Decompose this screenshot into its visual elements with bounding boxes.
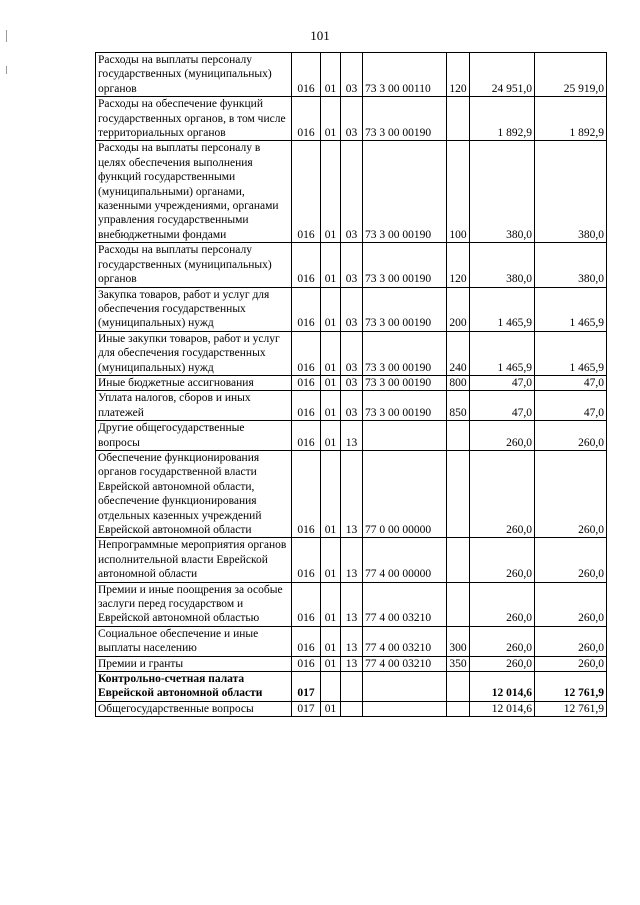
table-row bbox=[96, 421, 607, 451]
expense-type-cell bbox=[447, 538, 470, 582]
amount-year-2-cell: 1 892,9 bbox=[535, 97, 607, 141]
table-row bbox=[96, 626, 607, 656]
expense-type-cell bbox=[447, 582, 470, 626]
budget-table bbox=[95, 52, 607, 717]
item-name-cell: Расходы на обеспечение функций государственных органов, в том числе территориальных органов bbox=[96, 97, 292, 141]
target-article-cell: 73 3 00 00190 bbox=[363, 97, 447, 141]
ministry-code-cell: 016 bbox=[292, 243, 321, 287]
ministry-code-cell: 016 bbox=[292, 450, 321, 537]
target-article-cell: 73 3 00 00110 bbox=[363, 53, 447, 97]
amount-year-2-cell: 12 761,9 bbox=[535, 701, 607, 716]
subsection-code-cell: 13 bbox=[341, 421, 363, 451]
subsection-code-cell bbox=[341, 701, 363, 716]
section-code-cell: 01 bbox=[321, 287, 341, 331]
amount-year-1-cell: 260,0 bbox=[470, 626, 535, 656]
subsection-code-cell: 13 bbox=[341, 656, 363, 671]
ministry-code-cell: 017 bbox=[292, 672, 321, 702]
amount-year-1-cell: 260,0 bbox=[470, 421, 535, 451]
item-name-cell: Иные закупки товаров, работ и услуг для обеспечения государственных (муниципальных) нужд bbox=[96, 331, 292, 375]
subsection-code-cell: 03 bbox=[341, 375, 363, 390]
table-row bbox=[96, 701, 607, 716]
amount-year-2-cell: 260,0 bbox=[535, 538, 607, 582]
amount-year-1-cell: 47,0 bbox=[470, 375, 535, 390]
amount-year-1-cell: 260,0 bbox=[470, 656, 535, 671]
ministry-code-cell: 016 bbox=[292, 538, 321, 582]
table-row bbox=[96, 243, 607, 287]
subsection-code-cell: 03 bbox=[341, 391, 363, 421]
item-name-cell: Непрограммные мероприятия органов исполнительной власти Еврейской автономной области bbox=[96, 538, 292, 582]
subsection-code-cell: 03 bbox=[341, 287, 363, 331]
target-article-cell: 73 3 00 00190 bbox=[363, 243, 447, 287]
item-name-cell: Иные бюджетные ассигнования bbox=[96, 375, 292, 390]
amount-year-1-cell: 1 892,9 bbox=[470, 97, 535, 141]
expense-type-cell bbox=[447, 450, 470, 537]
target-article-cell: 77 4 00 00000 bbox=[363, 538, 447, 582]
section-code-cell: 01 bbox=[321, 331, 341, 375]
section-code-cell bbox=[321, 672, 341, 702]
item-name-cell: Общегосударственные вопросы bbox=[96, 701, 292, 716]
section-code-cell: 01 bbox=[321, 450, 341, 537]
expense-type-cell: 240 bbox=[447, 331, 470, 375]
section-code-cell: 01 bbox=[321, 582, 341, 626]
item-name-cell: Закупка товаров, работ и услуг для обеспечения государственных (муниципальных) нужд bbox=[96, 287, 292, 331]
section-code-cell: 01 bbox=[321, 626, 341, 656]
subsection-code-cell: 03 bbox=[341, 243, 363, 287]
expense-type-cell bbox=[447, 97, 470, 141]
subsection-code-cell: 03 bbox=[341, 331, 363, 375]
section-code-cell: 01 bbox=[321, 391, 341, 421]
amount-year-2-cell: 47,0 bbox=[535, 391, 607, 421]
subsection-code-cell: 03 bbox=[341, 53, 363, 97]
target-article-cell: 73 3 00 00190 bbox=[363, 287, 447, 331]
table-row bbox=[96, 450, 607, 537]
subsection-code-cell: 13 bbox=[341, 626, 363, 656]
ministry-code-cell: 016 bbox=[292, 53, 321, 97]
section-code-cell: 01 bbox=[321, 243, 341, 287]
expense-type-cell bbox=[447, 421, 470, 451]
subsection-code-cell bbox=[341, 672, 363, 702]
scan-edge-mark bbox=[6, 66, 7, 74]
table-row bbox=[96, 391, 607, 421]
section-code-cell: 01 bbox=[321, 375, 341, 390]
subsection-code-cell: 03 bbox=[341, 97, 363, 141]
item-name-cell: Расходы на выплаты персоналу государственных (муниципальных) органов bbox=[96, 53, 292, 97]
section-code-cell: 01 bbox=[321, 97, 341, 141]
expense-type-cell: 300 bbox=[447, 626, 470, 656]
subsection-code-cell: 13 bbox=[341, 450, 363, 537]
scan-edge-mark bbox=[6, 30, 7, 42]
section-code-cell: 01 bbox=[321, 656, 341, 671]
amount-year-1-cell: 260,0 bbox=[470, 450, 535, 537]
amount-year-1-cell: 260,0 bbox=[470, 538, 535, 582]
ministry-code-cell: 016 bbox=[292, 141, 321, 243]
section-code-cell: 01 bbox=[321, 53, 341, 97]
expense-type-cell bbox=[447, 672, 470, 702]
section-code-cell: 01 bbox=[321, 421, 341, 451]
ministry-code-cell: 016 bbox=[292, 626, 321, 656]
ministry-code-cell: 016 bbox=[292, 97, 321, 141]
target-article-cell: 77 4 00 03210 bbox=[363, 626, 447, 656]
amount-year-2-cell: 260,0 bbox=[535, 626, 607, 656]
amount-year-2-cell: 260,0 bbox=[535, 582, 607, 626]
section-code-cell: 01 bbox=[321, 701, 341, 716]
subsection-code-cell: 03 bbox=[341, 141, 363, 243]
item-name-cell: Расходы на выплаты персоналу в целях обеспечения выполнения функций государственными (муниципальными) органами, казенными учреждениями, органами управления государственными внебюджетными фондами bbox=[96, 141, 292, 243]
target-article-cell: 77 4 00 03210 bbox=[363, 582, 447, 626]
expense-type-cell: 100 bbox=[447, 141, 470, 243]
item-name-cell: Социальное обеспечение и иные выплаты населению bbox=[96, 626, 292, 656]
table-row bbox=[96, 97, 607, 141]
table-row bbox=[96, 331, 607, 375]
item-name-cell: Обеспечение функционирования органов государственной власти Еврейской автономной области, обеспечение функционирования отдельных казенных учреждений Еврейской автономной области bbox=[96, 450, 292, 537]
ministry-code-cell: 016 bbox=[292, 656, 321, 671]
amount-year-1-cell: 1 465,9 bbox=[470, 331, 535, 375]
amount-year-1-cell: 12 014,6 bbox=[470, 672, 535, 702]
expense-type-cell: 120 bbox=[447, 53, 470, 97]
amount-year-2-cell: 380,0 bbox=[535, 141, 607, 243]
target-article-cell: 77 4 00 03210 bbox=[363, 656, 447, 671]
table-row bbox=[96, 141, 607, 243]
table-row bbox=[96, 656, 607, 671]
expense-type-cell: 120 bbox=[447, 243, 470, 287]
amount-year-1-cell: 12 014,6 bbox=[470, 701, 535, 716]
table-row bbox=[96, 375, 607, 390]
target-article-cell bbox=[363, 672, 447, 702]
item-name-cell: Премии и иные поощрения за особые заслуги перед государством и Еврейской автономной областью bbox=[96, 582, 292, 626]
table-row bbox=[96, 672, 607, 702]
item-name-cell: Уплата налогов, сборов и иных платежей bbox=[96, 391, 292, 421]
table-row bbox=[96, 53, 607, 97]
amount-year-1-cell: 380,0 bbox=[470, 141, 535, 243]
target-article-cell: 73 3 00 00190 bbox=[363, 391, 447, 421]
item-name-cell: Расходы на выплаты персоналу государственных (муниципальных) органов bbox=[96, 243, 292, 287]
expense-type-cell: 850 bbox=[447, 391, 470, 421]
section-code-cell: 01 bbox=[321, 538, 341, 582]
target-article-cell bbox=[363, 421, 447, 451]
amount-year-1-cell: 24 951,0 bbox=[470, 53, 535, 97]
table-row bbox=[96, 538, 607, 582]
table-body bbox=[96, 53, 607, 717]
amount-year-2-cell: 260,0 bbox=[535, 656, 607, 671]
amount-year-2-cell: 380,0 bbox=[535, 243, 607, 287]
ministry-code-cell: 016 bbox=[292, 391, 321, 421]
item-name-cell: Контрольно-счетная палата Еврейской автономной области bbox=[96, 672, 292, 702]
expense-type-cell: 350 bbox=[447, 656, 470, 671]
amount-year-2-cell: 47,0 bbox=[535, 375, 607, 390]
expense-type-cell: 200 bbox=[447, 287, 470, 331]
ministry-code-cell: 016 bbox=[292, 421, 321, 451]
expense-type-cell: 800 bbox=[447, 375, 470, 390]
target-article-cell: 77 0 00 00000 bbox=[363, 450, 447, 537]
section-code-cell: 01 bbox=[321, 141, 341, 243]
ministry-code-cell: 016 bbox=[292, 375, 321, 390]
ministry-code-cell: 016 bbox=[292, 287, 321, 331]
amount-year-2-cell: 260,0 bbox=[535, 450, 607, 537]
ministry-code-cell: 016 bbox=[292, 582, 321, 626]
target-article-cell: 73 3 00 00190 bbox=[363, 141, 447, 243]
amount-year-1-cell: 1 465,9 bbox=[470, 287, 535, 331]
amount-year-2-cell: 1 465,9 bbox=[535, 331, 607, 375]
table-row bbox=[96, 582, 607, 626]
ministry-code-cell: 017 bbox=[292, 701, 321, 716]
target-article-cell: 73 3 00 00190 bbox=[363, 375, 447, 390]
target-article-cell bbox=[363, 701, 447, 716]
amount-year-2-cell: 260,0 bbox=[535, 421, 607, 451]
subsection-code-cell: 13 bbox=[341, 582, 363, 626]
amount-year-2-cell: 12 761,9 bbox=[535, 672, 607, 702]
item-name-cell: Другие общегосударственные вопросы bbox=[96, 421, 292, 451]
amount-year-2-cell: 25 919,0 bbox=[535, 53, 607, 97]
page-number: 101 bbox=[310, 28, 330, 43]
amount-year-1-cell: 47,0 bbox=[470, 391, 535, 421]
ministry-code-cell: 016 bbox=[292, 331, 321, 375]
amount-year-2-cell: 1 465,9 bbox=[535, 287, 607, 331]
amount-year-1-cell: 380,0 bbox=[470, 243, 535, 287]
subsection-code-cell: 13 bbox=[341, 538, 363, 582]
item-name-cell: Премии и гранты bbox=[96, 656, 292, 671]
table-row bbox=[96, 287, 607, 331]
expense-type-cell bbox=[447, 701, 470, 716]
amount-year-1-cell: 260,0 bbox=[470, 582, 535, 626]
target-article-cell: 73 3 00 00190 bbox=[363, 331, 447, 375]
